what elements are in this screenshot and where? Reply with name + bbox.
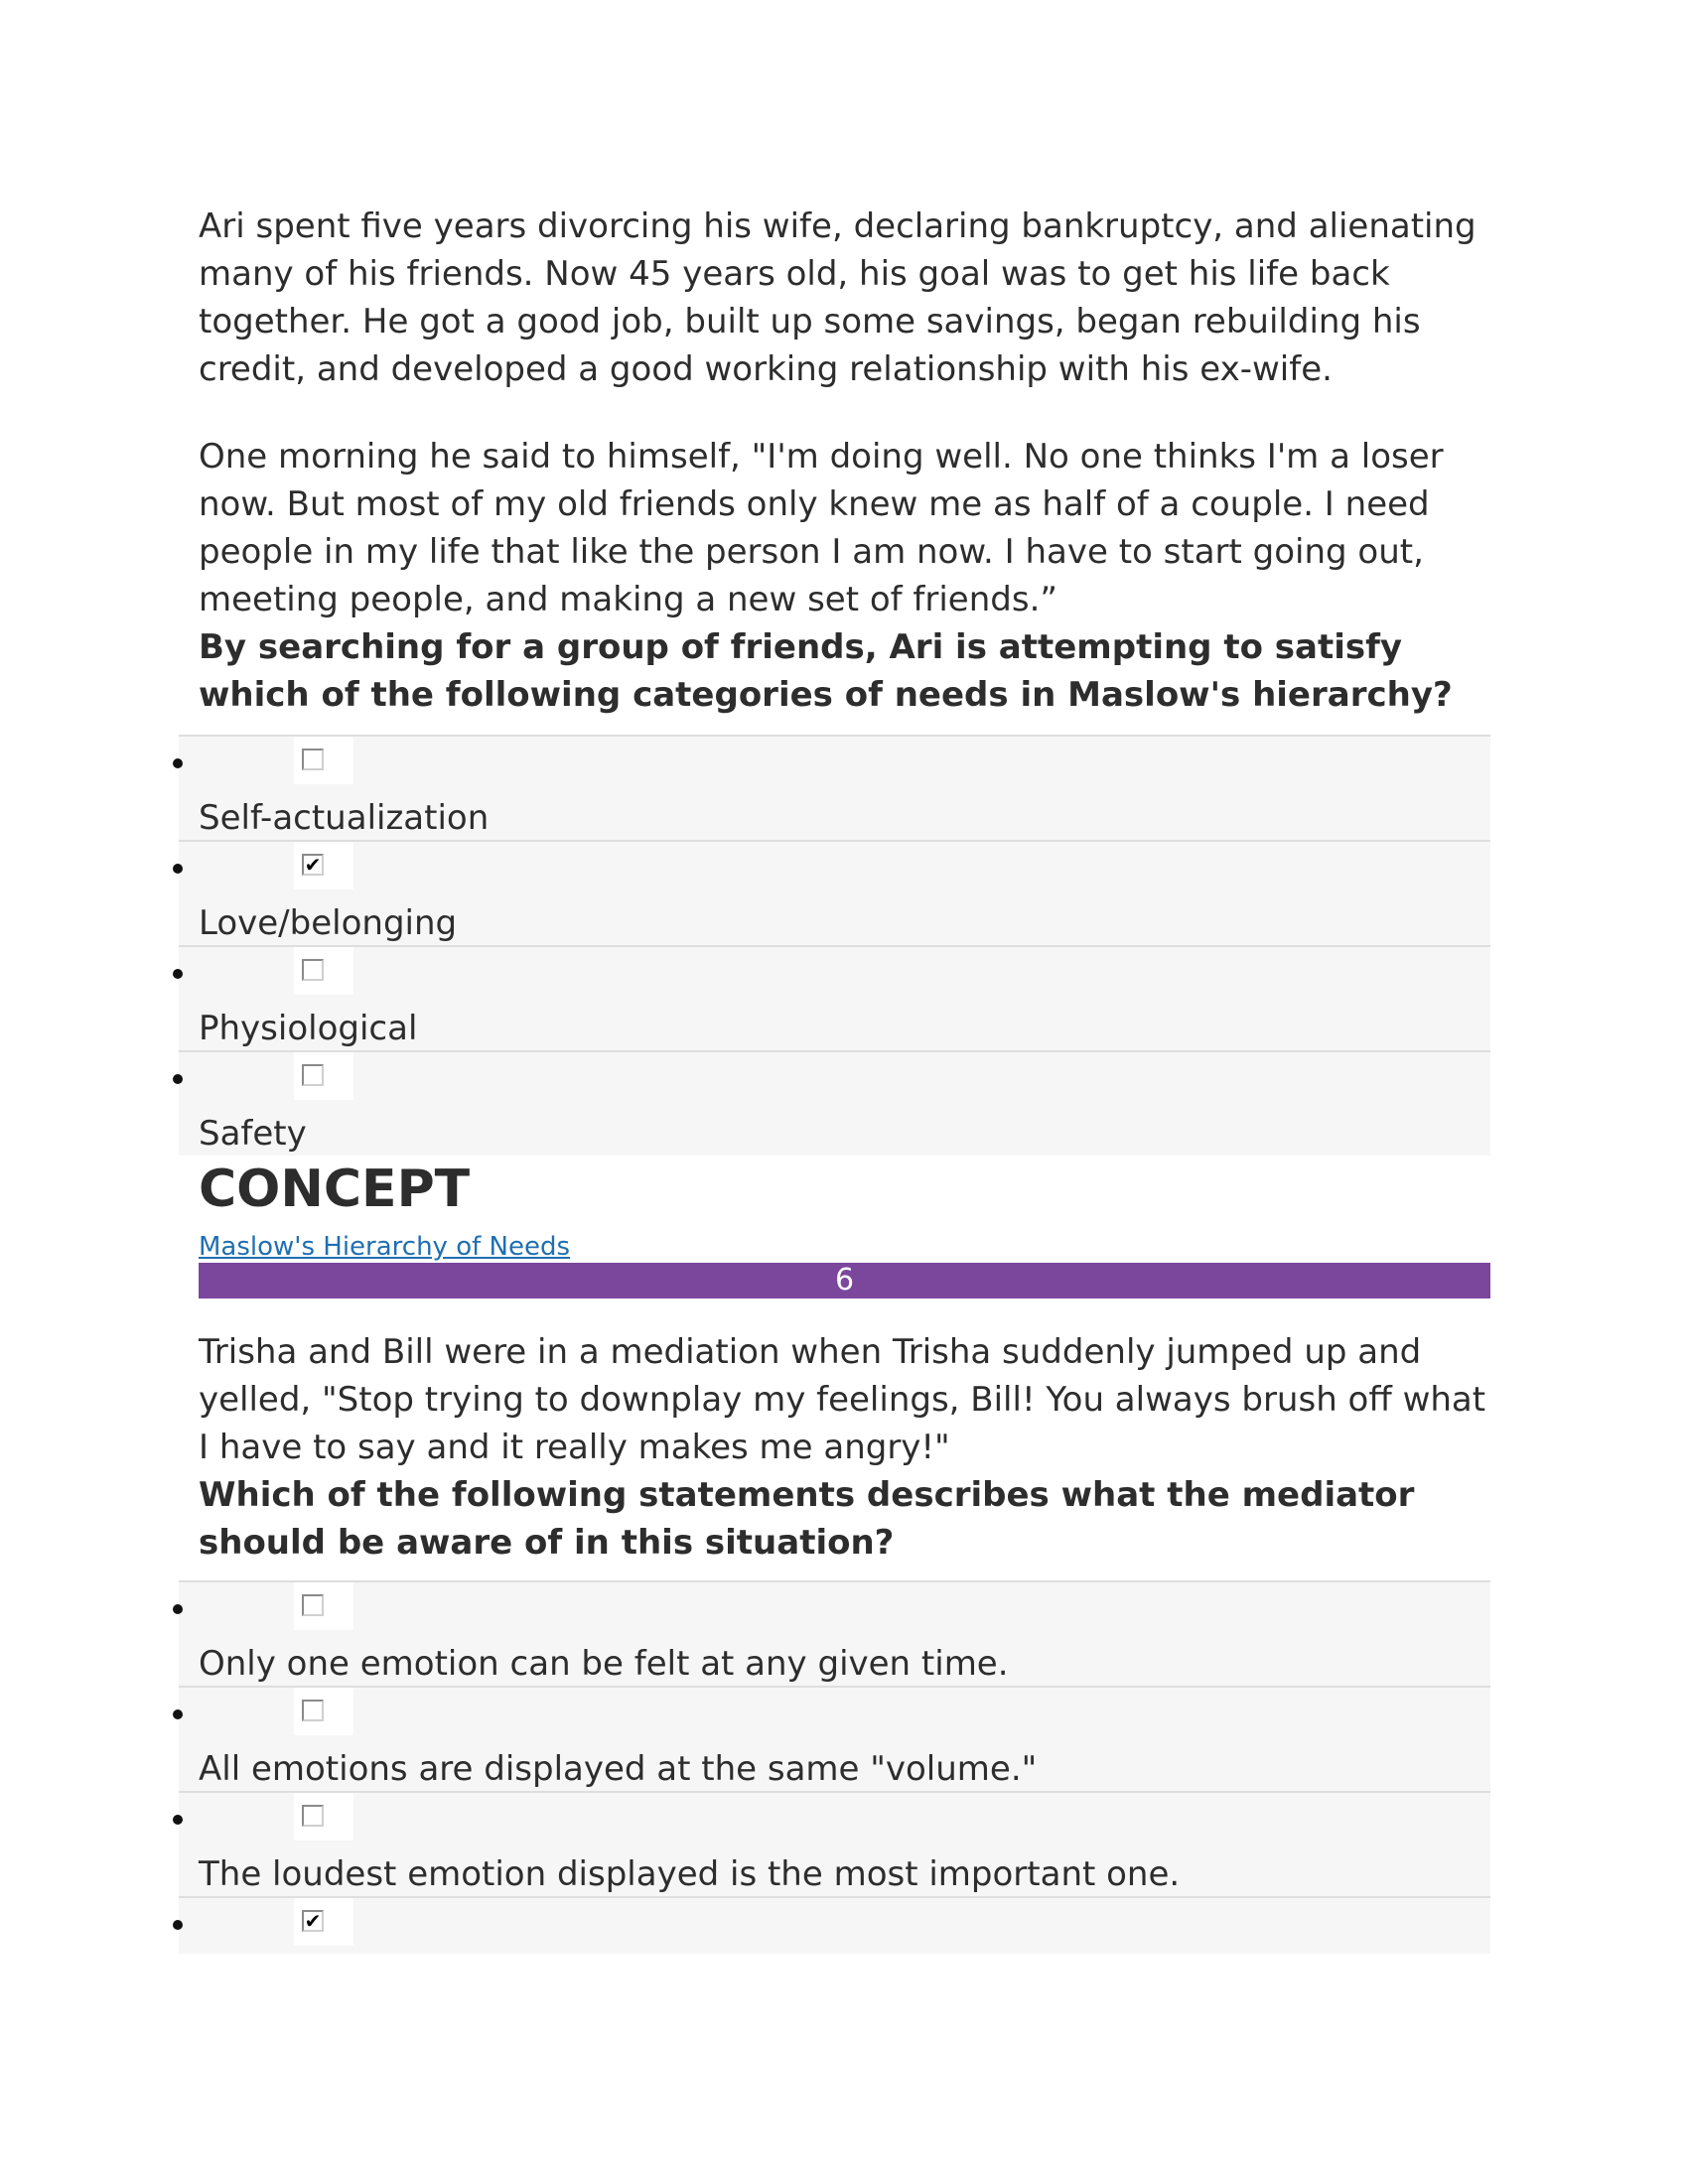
- bullet-icon: [173, 1709, 183, 1719]
- q6-question: Which of the following statements describes what the mediator should be aware of in this situation?: [199, 1475, 1415, 1563]
- q6-option-1[interactable]: [179, 1580, 1490, 1686]
- bullet-icon: [173, 1074, 183, 1084]
- concept-link[interactable]: Maslow's Hierarchy of Needs: [199, 1232, 571, 1262]
- q5-option-1[interactable]: [179, 735, 1490, 840]
- checkbox-checked[interactable]: ✔: [302, 854, 324, 876]
- option-label: The loudest emotion displayed is the most important one.: [199, 1854, 1181, 1894]
- bullet-icon: [173, 758, 183, 768]
- checkbox[interactable]: [302, 959, 324, 981]
- q5-scenario-paragraph-1: Ari spent five years divorcing his wife, declaring bankruptcy, and alienating many of his friends. Now 45 years old, his goal was to get his life back together. He got a good job, built up some savings, began rebuilding his credit, and developed a good working relationship with his ex-wife.: [199, 206, 1477, 389]
- checkbox[interactable]: [302, 749, 324, 770]
- option-label: Self-actualization: [199, 798, 490, 838]
- q5-scenario-paragraph-2: One morning he said to himself, "I'm doing well. No one thinks I'm a loser now. But most of my old friends only knew me as half of a couple. I need people in my life that like the person I am now. I have to start going out, meeting people, and making a new set of friends.”: [199, 437, 1444, 619]
- option-label: All emotions are displayed at the same "volume.": [199, 1749, 1038, 1789]
- bullet-icon: [173, 1604, 183, 1614]
- checkbox[interactable]: [302, 1594, 324, 1616]
- bullet-icon: [173, 864, 183, 874]
- checkbox[interactable]: [302, 1700, 324, 1721]
- q6-option-4[interactable]: [179, 1896, 1490, 1954]
- checkbox-checked[interactable]: ✔: [302, 1910, 324, 1932]
- bullet-icon: [173, 1920, 183, 1930]
- q6-scenario: Trisha and Bill were in a mediation when Trisha suddenly jumped up and yelled, "Stop trying to downplay my feelings, Bill! You always brush off what I have to say and it really makes me angry!": [199, 1332, 1486, 1467]
- q5-option-3[interactable]: [179, 945, 1490, 1050]
- q5-option-4[interactable]: [179, 1050, 1490, 1156]
- checkbox[interactable]: [302, 1805, 324, 1827]
- bullet-icon: [173, 1815, 183, 1825]
- option-label: Safety: [199, 1114, 307, 1154]
- concept-heading: CONCEPT: [199, 1160, 471, 1219]
- q6-option-3[interactable]: [179, 1791, 1490, 1896]
- option-label: Only one emotion can be felt at any given time.: [199, 1644, 1009, 1684]
- checkbox[interactable]: [302, 1064, 324, 1086]
- q6-option-2[interactable]: [179, 1686, 1490, 1791]
- q5-option-2[interactable]: [179, 840, 1490, 945]
- q5-question: By searching for a group of friends, Ari is attempting to satisfy which of the following categories of needs in Maslow's hierarchy?: [199, 627, 1453, 715]
- option-label: Love/belonging: [199, 903, 458, 943]
- bullet-icon: [173, 969, 183, 979]
- option-label: Physiological: [199, 1009, 418, 1048]
- question-number-bar: 6: [199, 1263, 1490, 1298]
